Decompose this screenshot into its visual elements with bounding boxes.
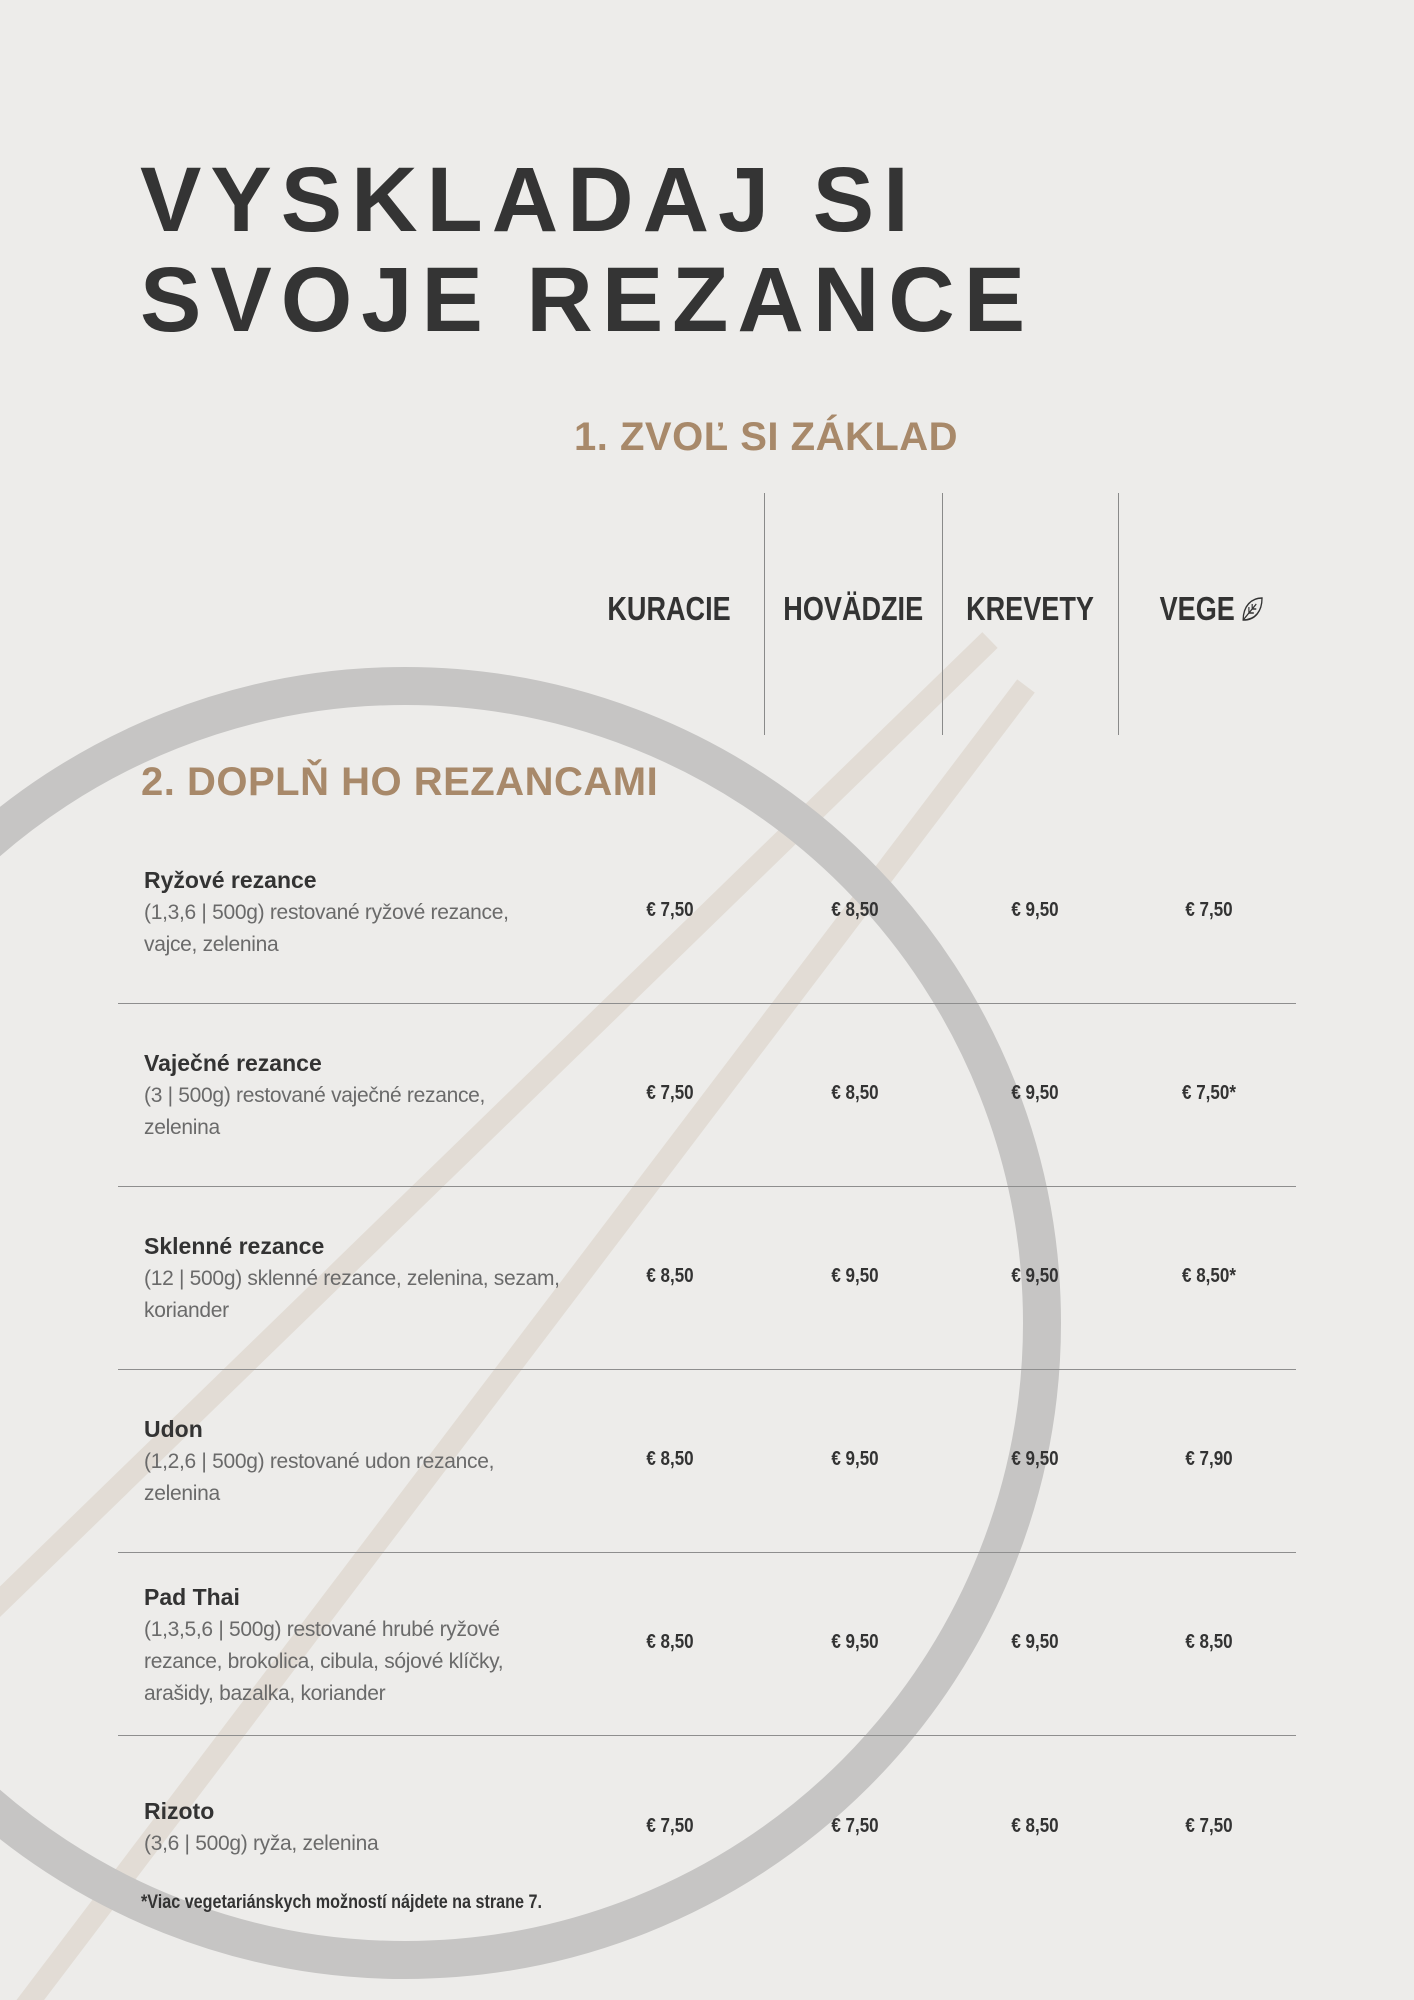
menu-item-description: (1,2,6 | 500g) restované udon rezance, zelenina	[144, 1450, 495, 1505]
column-divider	[764, 493, 765, 735]
price-hovadzie: € 8,50	[831, 1082, 879, 1104]
page-title	[140, 150, 1034, 350]
price-kuracie: € 7,50	[646, 1815, 694, 1837]
footnote: *Viac vegetariánskych možností nájdete na strane 7.	[141, 1892, 542, 1913]
row-divider	[118, 1735, 1296, 1736]
price-hovadzie: € 9,50	[831, 1631, 879, 1653]
menu-item	[144, 1582, 564, 1710]
menu-item-description: (3,6 | 500g) ryža, zelenina	[144, 1832, 379, 1855]
menu-item-name: Pad Thai	[144, 1584, 240, 1610]
price-vege: € 7,50*	[1182, 1082, 1236, 1104]
menu-item-description: (1,3,5,6 | 500g) restované hrubé ryžové rezance, brokolica, cibula, sójové klíčky, arašidy, bazalka, koriander	[144, 1618, 504, 1705]
menu-item	[144, 1048, 564, 1144]
price-krevety: € 9,50	[1011, 1082, 1059, 1104]
section-2-heading: 2. DOPLŇ HO REZANCAMI	[141, 760, 659, 804]
price-krevety: € 8,50	[1011, 1815, 1059, 1837]
menu-item-name: Vaječné rezance	[144, 1050, 322, 1076]
column-divider	[1118, 493, 1119, 735]
price-hovadzie: € 9,50	[831, 1448, 879, 1470]
column-header-kuracie: KURACIE	[607, 590, 731, 627]
price-kuracie: € 7,50	[646, 899, 694, 921]
title-line-1: VYSKLADAJ SI	[140, 149, 918, 251]
column-header-hovadzie: HOVÄDZIE	[783, 590, 924, 627]
price-vege: € 8,50*	[1182, 1265, 1236, 1287]
column-header-vege-label: VEGE	[1159, 590, 1235, 627]
price-hovadzie: € 8,50	[831, 899, 879, 921]
price-krevety: € 9,50	[1011, 1448, 1059, 1470]
price-krevety: € 9,50	[1011, 1265, 1059, 1287]
price-hovadzie: € 9,50	[831, 1265, 879, 1287]
price-vege: € 7,50	[1185, 1815, 1233, 1837]
row-divider	[118, 1003, 1296, 1004]
menu-item-name: Udon	[144, 1416, 203, 1442]
row-divider	[118, 1186, 1296, 1187]
price-kuracie: € 8,50	[646, 1265, 694, 1287]
menu-item-name: Ryžové rezance	[144, 867, 317, 893]
menu-item	[144, 865, 564, 961]
price-kuracie: € 7,50	[646, 1082, 694, 1104]
price-kuracie: € 8,50	[646, 1631, 694, 1653]
price-hovadzie: € 7,50	[831, 1815, 879, 1837]
price-vege: € 7,90	[1185, 1448, 1233, 1470]
menu-item-description: (12 | 500g) sklenné rezance, zelenina, sezam, koriander	[144, 1267, 560, 1322]
row-divider	[118, 1552, 1296, 1553]
menu-item-name: Rizoto	[144, 1798, 215, 1824]
title-line-2: SVOJE REZANCE	[140, 249, 1035, 351]
price-krevety: € 9,50	[1011, 899, 1059, 921]
price-kuracie: € 8,50	[646, 1448, 694, 1470]
column-divider	[942, 493, 943, 735]
column-header-krevety: KREVETY	[966, 590, 1094, 627]
menu-item	[144, 1414, 564, 1510]
menu-item-name: Sklenné rezance	[144, 1233, 325, 1259]
price-vege: € 8,50	[1185, 1631, 1233, 1653]
column-header-vege	[1142, 590, 1281, 632]
menu-item-description: (3 | 500g) restované vaječné rezance, zelenina	[144, 1084, 486, 1139]
price-vege: € 7,50	[1185, 899, 1233, 921]
section-1-heading: 1. ZVOĽ SI ZÁKLAD	[574, 415, 959, 459]
price-krevety: € 9,50	[1011, 1631, 1059, 1653]
menu-item-description: (1,3,6 | 500g) restované ryžové rezance, vajce, zelenina	[144, 901, 509, 956]
leaf-icon	[1240, 594, 1265, 632]
menu-item	[144, 1796, 564, 1860]
row-divider	[118, 1369, 1296, 1370]
menu-item	[144, 1231, 564, 1327]
